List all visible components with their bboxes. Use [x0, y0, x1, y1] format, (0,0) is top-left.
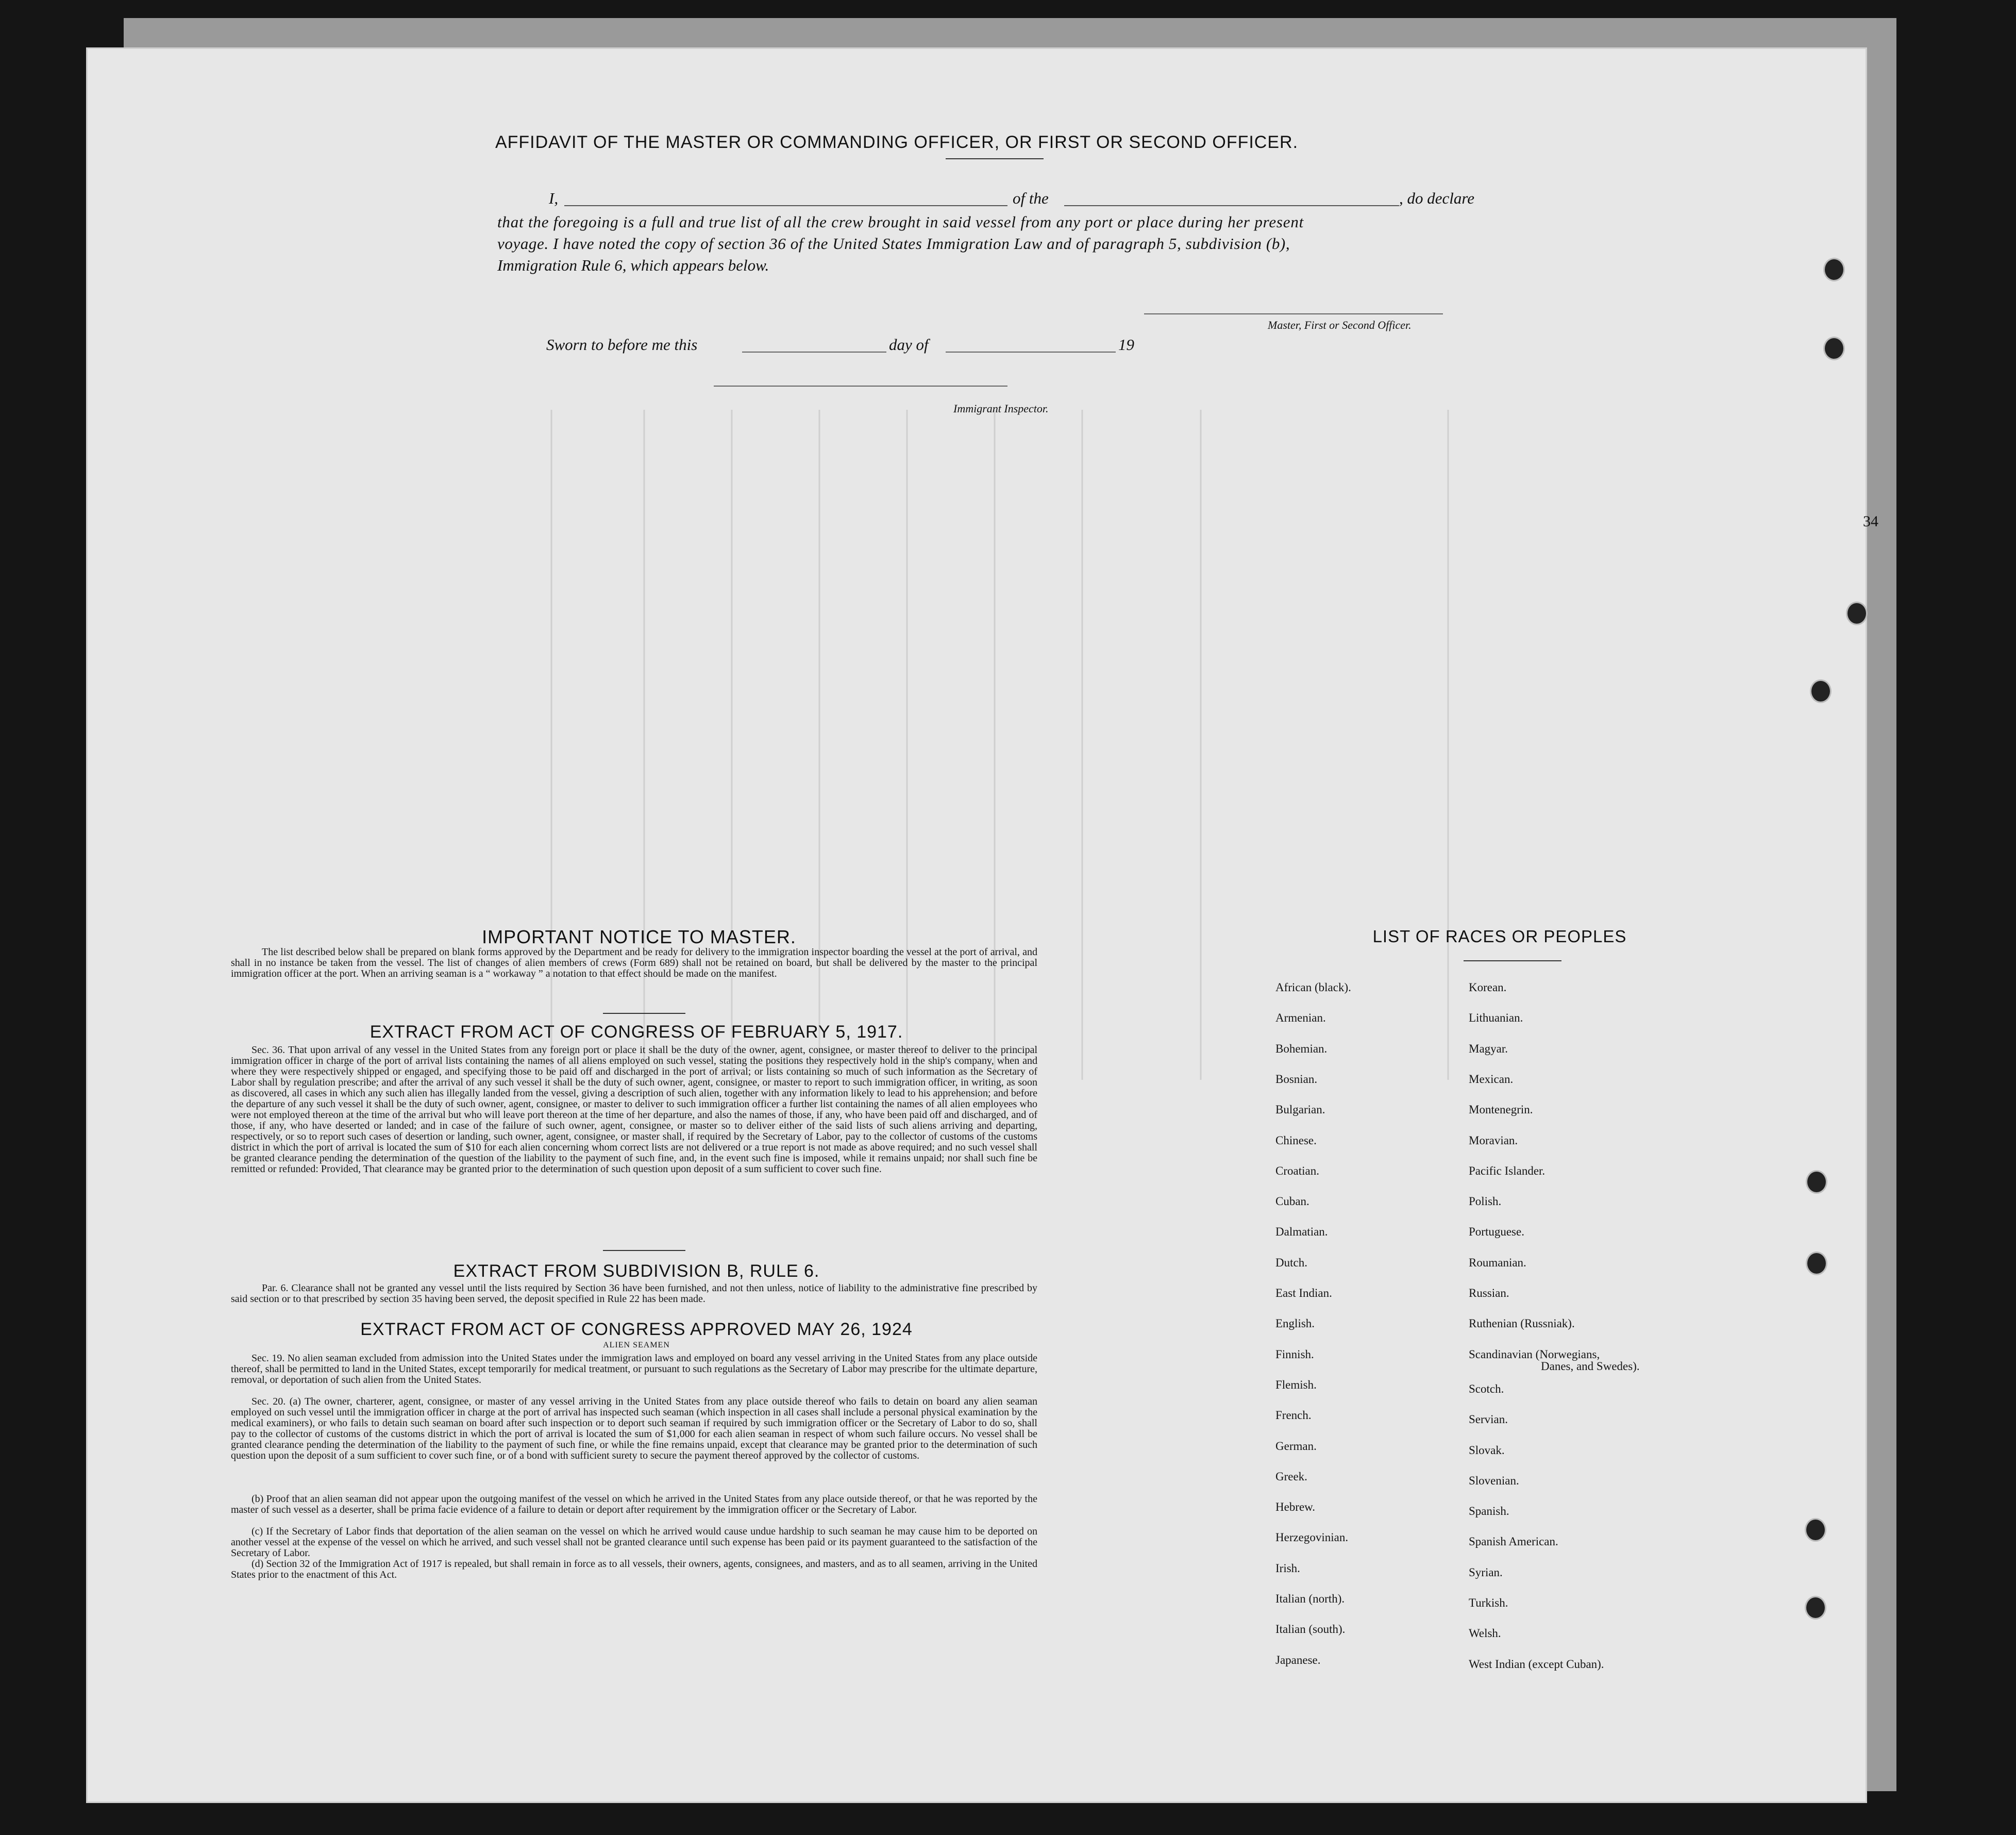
- binder-hole: [1805, 1596, 1826, 1620]
- race-item: Hebrew.: [1275, 1500, 1316, 1513]
- margin-note: 34: [1863, 513, 1878, 530]
- race-item: East Indian.: [1275, 1287, 1332, 1299]
- race-item: Armenian.: [1275, 1011, 1326, 1024]
- race-item: Bulgarian.: [1275, 1103, 1325, 1116]
- race-item: Syrian.: [1469, 1566, 1503, 1579]
- races-title: LIST OF RACES OR PEOPLES: [1372, 927, 1627, 946]
- vessel-name-line: [1064, 205, 1399, 206]
- affidavit-declare: , do declare: [1399, 189, 1475, 207]
- race-item: Irish.: [1275, 1562, 1300, 1575]
- race-item: Spanish American.: [1469, 1535, 1558, 1548]
- races-title-rule: [1464, 960, 1561, 961]
- binder-hole: [1823, 337, 1845, 360]
- race-item: Welsh.: [1469, 1627, 1501, 1640]
- sworn-year: 19: [1118, 336, 1134, 354]
- document-page: [88, 49, 1878, 1801]
- race-item: Montenegrin.: [1469, 1103, 1533, 1116]
- race-item: Italian (south).: [1275, 1623, 1346, 1636]
- race-item: Bosnian.: [1275, 1073, 1318, 1086]
- sworn-month-line: [946, 352, 1116, 353]
- race-item: Flemish.: [1275, 1378, 1317, 1391]
- extract-rule6-title: EXTRACT FROM SUBDIVISION B, RULE 6.: [453, 1261, 820, 1281]
- sworn-text: Sworn to before me this: [546, 336, 698, 354]
- race-item: French.: [1275, 1409, 1312, 1422]
- race-item: Polish.: [1469, 1195, 1502, 1208]
- affidavit-line3: voyage. I have noted the copy of section 36 of the United States Immigration Law and of paragraph 5, subdivision (b),: [497, 235, 1290, 253]
- race-item: Lithuanian.: [1469, 1011, 1523, 1024]
- race-item: Cuban.: [1275, 1195, 1309, 1208]
- race-item: Finnish.: [1275, 1348, 1314, 1361]
- race-item: German.: [1275, 1440, 1317, 1453]
- binder-hole: [1823, 258, 1845, 281]
- affidavit-i: I,: [549, 189, 559, 207]
- race-item: African (black).: [1275, 981, 1351, 994]
- race-item: Portuguese.: [1469, 1225, 1524, 1238]
- race-item: West Indian (except Cuban).: [1469, 1658, 1604, 1671]
- binder-hole: [1806, 1170, 1827, 1194]
- extract-1917-rule: [603, 1250, 685, 1251]
- extract-1924-subtitle: ALIEN SEAMEN: [603, 1341, 670, 1349]
- affidavit-title-rule: [946, 158, 1044, 159]
- affidavit-title: AFFIDAVIT OF THE MASTER OR COMMANDING OFFICER, OR FIRST OR SECOND OFFICER.: [495, 132, 1299, 152]
- race-item: Mexican.: [1469, 1073, 1514, 1086]
- extract-1917-body: Sec. 36. That upon arrival of any vessel in the United States from any foreign port or place it shall be the duty of the owner, agent, consignee, or master thereof to deliver to the principal immigration officer in charge of the port of arrival lists containing the names of all aliens employed on such vessel, stating the positions they respectively hold in the ship's company, when and where they were respectively shipped or engaged, and specifying those to be paid off and discharged in the port of arrival; or lists containing so much of such information as the Secretary of Labor shall by regulation prescribe; and after the arrival of any such vessel it shall be the duty of such owner, agent, consignee, or master to report to such immigration officer, in writing, as soon as discovered, all cases in which any such alien has illegally landed from the vessel, giving a description of such alien, together with any information likely to lead to his apprehension; and before the departure of any such vessel it shall be the duty of such owner, agent, consignee, or master to deliver to such immigration officer a further list containing the names of all alien employees who were not employed thereon at the time of the arrival but who will leave port thereon at the time of her departure, and also the names of those, if any, who have been paid off and discharged, and of those, if any, who have deserted or landed; and in case of the failure of such owner, agent, consignee, or master so to deliver either of the said lists of such aliens arriving and departing, respectively, or so to report such cases of desertion or landing, such owner, agent, consignee, or master shall, if required by the Secretary of Labor, pay to the collector of customs of the customs district in which the port of arrival is located the sum of $10 for each alien concerning whom correct lists are not delivered or a true report is not made as above required; and no such vessel shall be granted clearance pending the determination of the question of the liability to the payment of such fine, and, in the event such fine is imposed, while it remains unpaid; nor shall such fine be remitted or refunded: Provided, That clearance may be granted prior to the determination of such question upon deposit of a sum sufficient to cover such fine.: [231, 1044, 1037, 1175]
- race-item: Bohemian.: [1275, 1042, 1328, 1055]
- race-item: Scotch.: [1469, 1382, 1504, 1395]
- race-item: Spanish.: [1469, 1505, 1509, 1517]
- master-name-line: [564, 205, 1007, 206]
- race-item: Herzegovinian.: [1275, 1531, 1349, 1544]
- race-item: Slovenian.: [1469, 1474, 1519, 1487]
- extract-1924-sec20d: (d) Section 32 of the Immigration Act of 1917 is repealed, but shall remain in force as to all vessels, their owners, agents, consignees, and masters, and as to all seamen, arriving in the United States prior to the enactment of this Act.: [231, 1558, 1037, 1580]
- inspector-label: Immigrant Inspector.: [953, 402, 1049, 415]
- binder-hole: [1806, 1252, 1827, 1275]
- race-item: Servian.: [1469, 1413, 1508, 1426]
- race-item: English.: [1275, 1317, 1315, 1330]
- extract-1924-sec20c: (c) If the Secretary of Labor finds that deportation of the alien seaman on the vessel on which he arrived would cause undue hardship to such seaman he may cause him to be deported on another vessel at the expense of the vessel on which he arrived, and such vessel shall not be granted clearance until such expense has been paid or its payment guaranteed to the satisfaction of the Secretary of Labor.: [231, 1526, 1037, 1559]
- binder-hole: [1810, 679, 1832, 703]
- race-item: Ruthenian (Russniak).: [1469, 1317, 1575, 1330]
- race-item: Scandinavian (Norwegians,: [1469, 1348, 1600, 1361]
- race-item: Korean.: [1469, 981, 1507, 994]
- binder-hole: [1805, 1518, 1826, 1542]
- extract-rule6-body: Par. 6. Clearance shall not be granted any vessel until the lists required by Section 36 have been furnished, and not then unless, notice of liability to the administrative fine prescribed by said section or to that prescribed by section 35 having been served, the deposit specified in Rule 22 has been made.: [231, 1282, 1037, 1305]
- race-item: Dutch.: [1275, 1256, 1307, 1269]
- extract-1924-sec20: Sec. 20. (a) The owner, charterer, agent, consignee, or master of any vessel arriving in the United States from any place outside thereof who fails to detain on board any alien seaman employed on such vessel until the immigration officer in charge at the port of arrival has inspected such seaman (which inspection in all cases shall include a personal physical examination by the medical examiners), or who fails to detain such seaman on board after such inspection or to deport such seaman if required by such immigration officer or the Secretary of Labor to do so, shall pay to the collector of customs of the customs district in which the port of arrival is located the sum of $1,000 for each alien seaman in respect of whom such failure occurs. No vessel shall be granted clearance pending the determination of the liability to the payment of such fine, or while the fine remains unpaid, except that clearance may be granted prior to the determination of such question upon the deposit of a sum sufficient to cover such fine, or of a bond with sufficient surety to secure the payment thereof approved by the collector of customs.: [231, 1396, 1037, 1461]
- affidavit-line2: that the foregoing is a full and true list of all the crew brought in said vessel from any port or place during her present: [497, 213, 1304, 231]
- extract-1924-sec20b: (b) Proof that an alien seaman did not appear upon the outgoing manifest of the vessel on which he arrived in the United States from any place outside thereof, or that he was reported by the master of such vessel as a deserter, shall be prima facie evidence of a failure to detain or deport after requirement by the immigration officer or the Secretary of Labor.: [231, 1493, 1037, 1515]
- affidavit-of-the: of the: [1013, 189, 1049, 207]
- race-item: Croatian.: [1275, 1164, 1319, 1177]
- sworn-day-line: [742, 352, 886, 353]
- notice-rule: [603, 1013, 685, 1014]
- race-item: Roumanian.: [1469, 1256, 1526, 1269]
- extract-1924-sec19: Sec. 19. No alien seaman excluded from admission into the United States under the immigration laws and employed on board any vessel arriving in the United States from any place outside thereof, shall be permitted to land in the United States, except temporarily for medical treatment, or pursuant to such regulations as the Secretary of Labor may prescribe for the ultimate departure, removal, or deportation of such alien from the United States.: [231, 1353, 1037, 1386]
- race-item: Greek.: [1275, 1470, 1307, 1483]
- officer-signature-label: Master, First or Second Officer.: [1268, 319, 1412, 331]
- extract-1917-title: EXTRACT FROM ACT OF CONGRESS OF FEBRUARY 5, 1917.: [369, 1022, 903, 1042]
- extract-1924-title: EXTRACT FROM ACT OF CONGRESS APPROVED MAY 26, 1924: [360, 1320, 913, 1339]
- race-item: Japanese.: [1275, 1654, 1321, 1666]
- notice-body: The list described below shall be prepared on blank forms approved by the Department and be ready for delivery to the immigration inspector boarding the vessel at the port of arrival, and shall in no instance be taken from the vessel. The list of changes of alien members of crews (Form 689) shall not be retained on board, but shall be delivered by the master to the principal immigration officer at the port. When an arriving seaman is a “ workaway ” a notation to that effect should be made on the manifest.: [231, 946, 1037, 979]
- race-item: Turkish.: [1469, 1596, 1508, 1609]
- race-item: Chinese.: [1275, 1134, 1317, 1147]
- race-scandinavian-continued: Danes, and Swedes).: [1541, 1360, 1640, 1373]
- binder-hole: [1846, 602, 1868, 625]
- officer-signature-line: [1144, 313, 1443, 314]
- race-item: Russian.: [1469, 1287, 1509, 1299]
- race-item: Slovak.: [1469, 1444, 1505, 1457]
- notice-title: IMPORTANT NOTICE TO MASTER.: [482, 926, 796, 947]
- sworn-day-of: day of: [889, 336, 929, 354]
- inspector-signature-line: [714, 386, 1007, 387]
- race-item: Moravian.: [1469, 1134, 1518, 1147]
- race-item: Pacific Islander.: [1469, 1164, 1545, 1177]
- race-item: Magyar.: [1469, 1042, 1508, 1055]
- race-item: Italian (north).: [1275, 1592, 1345, 1605]
- affidavit-line4: Immigration Rule 6, which appears below.: [497, 256, 769, 274]
- race-item: Dalmatian.: [1275, 1225, 1328, 1238]
